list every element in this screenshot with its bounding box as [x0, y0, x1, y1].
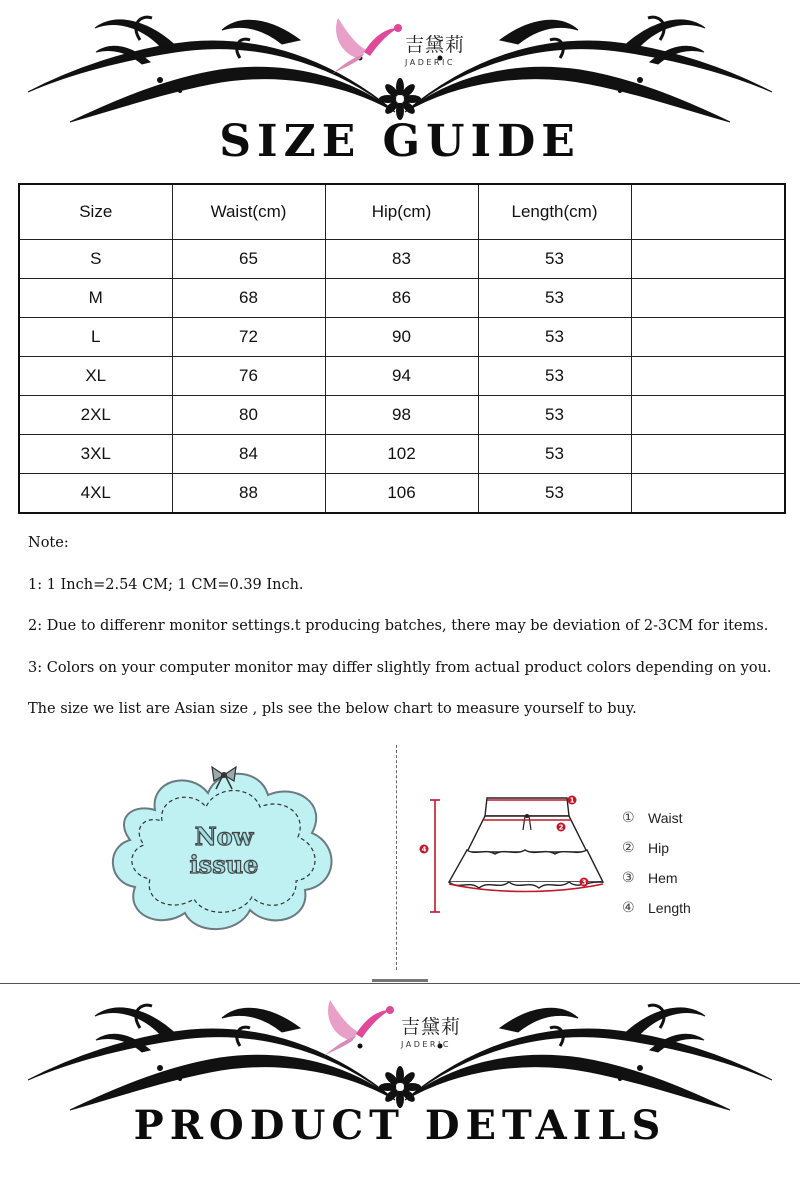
- table-cell: [631, 474, 785, 514]
- col-header: [631, 184, 785, 240]
- table-row: [19, 240, 785, 279]
- badge-line-2: issue: [189, 850, 259, 879]
- table-cell: 106: [325, 474, 478, 514]
- legend-item: [622, 863, 691, 893]
- table-cell: 102: [325, 435, 478, 474]
- table-cell: [631, 396, 785, 435]
- table-cell: 53: [478, 318, 631, 357]
- table-row: [19, 318, 785, 357]
- marker-1-label: 1: [569, 796, 575, 805]
- table-cell: [631, 279, 785, 318]
- table-cell: 2XL: [19, 396, 172, 435]
- section-divider: [0, 983, 800, 984]
- table-cell: 53: [478, 279, 631, 318]
- skirt-icon: [449, 798, 603, 888]
- table-row: [19, 474, 785, 514]
- table-row: [19, 279, 785, 318]
- col-header: Waist(cm): [172, 184, 325, 240]
- table-header-row: [19, 184, 785, 240]
- table-cell: [631, 318, 785, 357]
- brand-name-cn: 吉黛莉: [401, 1016, 462, 1038]
- table-cell: 90: [325, 318, 478, 357]
- section-divider-mark: [372, 979, 428, 982]
- table-cell: 84: [172, 435, 325, 474]
- table-cell: 80: [172, 396, 325, 435]
- legend-label: Hip: [648, 840, 670, 856]
- table-cell: S: [19, 240, 172, 279]
- table-cell: 86: [325, 279, 478, 318]
- brand-logo: [402, 30, 465, 67]
- table-cell: 3XL: [19, 435, 172, 474]
- note-line: 2: Due to differenr monitor settings.t producing batches, there may be deviation of 2-3CM for items.: [28, 618, 769, 634]
- table-cell: 98: [325, 396, 478, 435]
- legend-num: ②: [622, 840, 635, 856]
- table-cell: 53: [478, 396, 631, 435]
- col-header: Length(cm): [478, 184, 631, 240]
- brand-name-cn: 吉黛莉: [405, 34, 466, 56]
- legend-item: [622, 803, 691, 833]
- skirt-measure-diagram: [415, 790, 615, 920]
- col-header: Hip(cm): [325, 184, 478, 240]
- table-cell: 83: [325, 240, 478, 279]
- size-guide-title: SIZE GUIDE: [219, 116, 581, 167]
- note-line: 1: 1 Inch=2.54 CM; 1 CM=0.39 Inch.: [28, 576, 304, 593]
- table-cell: 72: [172, 318, 325, 357]
- marker-3-label: 3: [581, 878, 587, 887]
- table-cell: M: [19, 279, 172, 318]
- table-cell: 4XL: [19, 474, 172, 514]
- legend-num: ①: [622, 810, 635, 826]
- legend-item: [622, 833, 691, 863]
- brand-logo: [398, 1012, 461, 1049]
- vertical-divider: [396, 745, 397, 970]
- table-cell: 88: [172, 474, 325, 514]
- table-row: [19, 396, 785, 435]
- legend-num: ④: [622, 900, 635, 916]
- table-cell: [631, 357, 785, 396]
- now-issue-badge: [100, 755, 345, 940]
- notes-heading: Note:: [28, 535, 69, 551]
- col-header: Size: [19, 184, 172, 240]
- notes-section: [28, 529, 788, 737]
- table-cell: XL: [19, 357, 172, 396]
- table-cell: 53: [478, 240, 631, 279]
- table-cell: [631, 435, 785, 474]
- table-row: [19, 357, 785, 396]
- table-cell: 65: [172, 240, 325, 279]
- measure-legend: [622, 803, 691, 923]
- table-cell: [631, 240, 785, 279]
- badge-line-1: Now: [194, 822, 254, 851]
- table-cell: 53: [478, 474, 631, 514]
- legend-num: ③: [622, 870, 635, 886]
- table-cell: 94: [325, 357, 478, 396]
- product-details-title: PRODUCT DETAILS: [133, 1102, 667, 1149]
- table-cell: 68: [172, 279, 325, 318]
- table-row: [19, 435, 785, 474]
- brand-name-en: JADERIC: [401, 1040, 451, 1049]
- marker-4-label: 4: [421, 845, 427, 854]
- legend-label: Length: [648, 900, 691, 916]
- legend-label: Hem: [648, 870, 678, 886]
- table-cell: 53: [478, 357, 631, 396]
- legend-item: [622, 893, 691, 923]
- legend-label: Waist: [648, 810, 683, 826]
- size-table: [18, 183, 786, 514]
- butterfly-logo-icon: [332, 18, 402, 74]
- table-cell: L: [19, 318, 172, 357]
- table-cell: 53: [478, 435, 631, 474]
- note-line: 3: Colors on your computer monitor may differ slightly from actual product colors depending on you.: [28, 659, 772, 676]
- brand-name-en: JADERIC: [405, 58, 455, 67]
- table-cell: 76: [172, 357, 325, 396]
- marker-2-label: 2: [558, 823, 564, 832]
- note-line: The size we list are Asian size , pls see the below chart to measure yourself to buy.: [28, 701, 637, 717]
